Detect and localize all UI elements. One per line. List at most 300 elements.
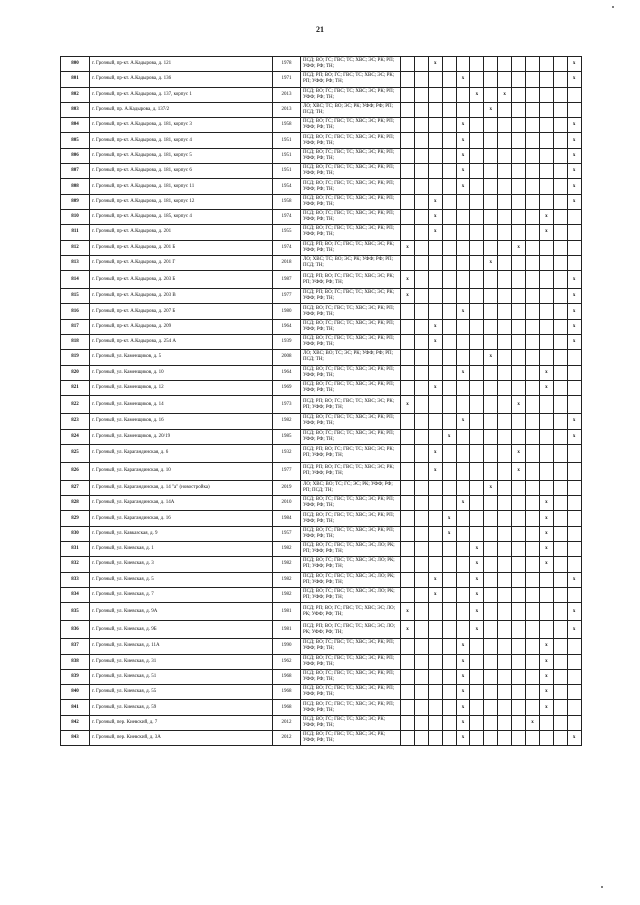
period-mark-cell — [414, 118, 428, 133]
period-mark-cell — [512, 639, 526, 654]
works-cell: ПСД; ВО; ГС; ГВС; ТС; ХВС; ЭС; РК; РП; УФФ; РФ; ТН; — [301, 669, 401, 684]
period-mark-cell — [553, 102, 567, 117]
year-cell: 1957 — [273, 526, 301, 541]
period-mark-cell — [553, 194, 567, 209]
table-row — [61, 194, 582, 209]
period-mark-cell — [470, 225, 484, 240]
period-mark-cell: x — [539, 639, 553, 654]
period-mark-cell — [526, 557, 540, 572]
table-row — [61, 133, 582, 148]
period-mark-cell — [428, 179, 442, 194]
period-mark-cell — [414, 209, 428, 224]
period-mark-cell — [414, 654, 428, 669]
registry-table-body — [61, 57, 582, 746]
period-mark-cell — [553, 209, 567, 224]
address-cell: г. Грозный, ул. Киевская, д. 3 — [90, 557, 273, 572]
row-number: 831 — [61, 542, 90, 557]
period-mark-cell — [553, 255, 567, 270]
period-mark-cell — [512, 587, 526, 602]
period-mark-cell — [498, 148, 512, 163]
period-mark-cell — [442, 621, 456, 639]
period-mark-cell — [512, 209, 526, 224]
period-mark-cell — [567, 240, 581, 255]
period-mark-cell: x — [401, 240, 415, 255]
period-mark-cell — [414, 255, 428, 270]
period-mark-cell: x — [512, 462, 526, 480]
period-mark-cell — [539, 587, 553, 602]
period-mark-cell — [401, 542, 415, 557]
period-mark-cell — [553, 87, 567, 102]
period-mark-cell — [414, 572, 428, 587]
period-mark-cell: x — [470, 572, 484, 587]
works-cell: ЛО; ХВС; ТС; ВО; ЭС; РК; УФФ; РФ; РП; ПСД; ТН; — [301, 102, 401, 117]
table-row — [61, 669, 582, 684]
works-cell: ПСД; ВО; ГС; ГВС; ТС; ХВС; ЭС; РК; РП; УФФ; РФ; ТН; — [301, 164, 401, 179]
period-mark-cell — [553, 715, 567, 730]
period-mark-cell — [512, 148, 526, 163]
period-mark-cell — [512, 225, 526, 240]
period-mark-cell — [401, 225, 415, 240]
works-cell: ПСД; ВО; ГС; ГВС; ТС; ХВС; ЭС; РК; РП; УФФ; РФ; ТН; — [301, 380, 401, 395]
period-mark-cell — [539, 730, 553, 745]
year-cell: 1974 — [273, 240, 301, 255]
period-mark-cell — [456, 380, 470, 395]
period-mark-cell — [512, 194, 526, 209]
period-mark-cell — [526, 685, 540, 700]
period-mark-cell — [442, 289, 456, 304]
period-mark-cell: x — [567, 289, 581, 304]
period-mark-cell — [470, 335, 484, 350]
period-mark-cell — [414, 240, 428, 255]
period-mark-cell — [414, 715, 428, 730]
row-number: 822 — [61, 396, 90, 414]
table-row — [61, 730, 582, 745]
period-mark-cell — [498, 429, 512, 444]
works-cell: ПСД; РП; ВО; ГС; ГВС; ТС; ХВС; ЭС; ЛО; РК; УФФ; РФ; ТН; — [301, 603, 401, 621]
period-mark-cell: x — [567, 133, 581, 148]
period-mark-cell — [512, 715, 526, 730]
year-cell: 1981 — [273, 603, 301, 621]
period-mark-cell: x — [470, 542, 484, 557]
period-mark-cell — [539, 179, 553, 194]
period-mark-cell — [512, 414, 526, 429]
table-row — [61, 380, 582, 395]
table-row — [61, 118, 582, 133]
period-mark-cell — [539, 289, 553, 304]
period-mark-cell: x — [456, 365, 470, 380]
year-cell: 1982 — [273, 572, 301, 587]
period-mark-cell — [512, 87, 526, 102]
works-cell: ПСД; РП; ВО; ГС; ГВС; ТС; ХВС; ЭС; РК; УФФ; РФ; ТН; — [301, 240, 401, 255]
period-mark-cell — [470, 319, 484, 334]
period-mark-cell — [498, 603, 512, 621]
period-mark-cell: x — [512, 240, 526, 255]
period-mark-cell — [414, 194, 428, 209]
period-mark-cell: x — [442, 429, 456, 444]
year-cell: 2019 — [273, 480, 301, 495]
works-cell: ПСД; ВО; ГС; ГВС; ТС; ХВС; ЭС; РК; РП; УФФ; РФ; ТН; — [301, 429, 401, 444]
period-mark-cell — [526, 496, 540, 511]
period-mark-cell: x — [539, 496, 553, 511]
period-mark-cell — [401, 429, 415, 444]
period-mark-cell — [567, 444, 581, 462]
period-mark-cell — [401, 480, 415, 495]
period-mark-cell: x — [470, 587, 484, 602]
period-mark-cell — [484, 118, 498, 133]
period-mark-cell — [456, 335, 470, 350]
works-cell: ЛО; ХВС; ВО; ТС; ЭС; РК; УФФ; РФ; РП; ПСД; ТН; — [301, 350, 401, 365]
period-mark-cell — [498, 240, 512, 255]
row-number: 840 — [61, 685, 90, 700]
row-number: 823 — [61, 414, 90, 429]
period-mark-cell: x — [428, 209, 442, 224]
period-mark-cell — [470, 209, 484, 224]
period-mark-cell — [526, 57, 540, 72]
period-mark-cell — [567, 557, 581, 572]
period-mark-cell: x — [401, 289, 415, 304]
works-cell: ПСД; РП; ВО; ГС; ГВС; ТС; ХВС; ЭС; РК; УФФ; РФ; ТН; — [301, 289, 401, 304]
period-mark-cell — [442, 542, 456, 557]
period-mark-cell — [553, 462, 567, 480]
address-cell: г. Грозный, ул. Карагандинская, д. 16 — [90, 511, 273, 526]
row-number: 802 — [61, 87, 90, 102]
period-mark-cell — [470, 730, 484, 745]
period-mark-cell — [526, 414, 540, 429]
period-mark-cell — [512, 380, 526, 395]
period-mark-cell — [484, 179, 498, 194]
period-mark-cell — [553, 480, 567, 495]
period-mark-cell — [401, 587, 415, 602]
period-mark-cell — [512, 429, 526, 444]
works-cell: ПСД; ВО; ГС; ГВС; ТС; ХВС; ЭС; РК; РП; УФФ; РФ; ТН; — [301, 511, 401, 526]
period-mark-cell — [401, 194, 415, 209]
period-mark-cell: x — [456, 715, 470, 730]
period-mark-cell — [512, 72, 526, 87]
table-row — [61, 335, 582, 350]
period-mark-cell — [401, 87, 415, 102]
period-mark-cell — [526, 319, 540, 334]
period-mark-cell: x — [401, 396, 415, 414]
row-number: 819 — [61, 350, 90, 365]
period-mark-cell — [526, 164, 540, 179]
year-cell: 2010 — [273, 496, 301, 511]
period-mark-cell — [553, 179, 567, 194]
period-mark-cell — [498, 621, 512, 639]
year-cell: 1982 — [273, 414, 301, 429]
period-mark-cell — [456, 557, 470, 572]
address-cell: г. Грозный, ул. Каменщиков, д. 14 — [90, 396, 273, 414]
period-mark-cell — [512, 603, 526, 621]
period-mark-cell — [414, 621, 428, 639]
period-mark-cell — [539, 304, 553, 319]
period-mark-cell — [442, 396, 456, 414]
period-mark-cell — [401, 700, 415, 715]
period-mark-cell — [526, 255, 540, 270]
period-mark-cell — [456, 542, 470, 557]
works-cell: ПСД; ВО; ГС; ГВС; ТС; ХВС; ЭС; РК; РП; УФФ; РФ; ТН; — [301, 133, 401, 148]
period-mark-cell — [442, 304, 456, 319]
period-mark-cell — [470, 164, 484, 179]
period-mark-cell — [414, 480, 428, 495]
period-mark-cell — [428, 164, 442, 179]
period-mark-cell — [539, 335, 553, 350]
table-row — [61, 179, 582, 194]
period-mark-cell — [498, 396, 512, 414]
table-row — [61, 621, 582, 639]
period-mark-cell — [401, 164, 415, 179]
year-cell: 2012 — [273, 715, 301, 730]
period-mark-cell: x — [539, 365, 553, 380]
period-mark-cell — [442, 179, 456, 194]
period-mark-cell — [526, 480, 540, 495]
period-mark-cell — [428, 603, 442, 621]
period-mark-cell — [526, 102, 540, 117]
period-mark-cell — [456, 319, 470, 334]
year-cell: 1939 — [273, 335, 301, 350]
period-mark-cell — [498, 380, 512, 395]
period-mark-cell — [553, 542, 567, 557]
row-number: 810 — [61, 209, 90, 224]
year-cell: 1968 — [273, 669, 301, 684]
row-number: 836 — [61, 621, 90, 639]
row-number: 821 — [61, 380, 90, 395]
table-row — [61, 304, 582, 319]
period-mark-cell — [567, 639, 581, 654]
period-mark-cell — [512, 164, 526, 179]
period-mark-cell — [470, 118, 484, 133]
year-cell: 1955 — [273, 225, 301, 240]
period-mark-cell — [401, 685, 415, 700]
address-cell: г. Грозный, ул. Каменщиков, д. 16 — [90, 414, 273, 429]
period-mark-cell — [539, 57, 553, 72]
period-mark-cell — [484, 396, 498, 414]
period-mark-cell: x — [567, 164, 581, 179]
period-mark-cell — [553, 639, 567, 654]
period-mark-cell — [484, 654, 498, 669]
row-number: 839 — [61, 669, 90, 684]
period-mark-cell — [428, 414, 442, 429]
table-row — [61, 289, 582, 304]
period-mark-cell — [442, 350, 456, 365]
period-mark-cell — [414, 603, 428, 621]
period-mark-cell — [442, 480, 456, 495]
works-cell: ПСД; ВО; ГС; ГВС; ТС; ХВС; ЭС; РК; РП; УФФ; РФ; ТН; — [301, 304, 401, 319]
address-cell: г. Грозный, ул. Киевская, д. 9Б — [90, 621, 273, 639]
period-mark-cell — [470, 72, 484, 87]
works-cell: ПСД; ВО; ГС; ГВС; ТС; ХВС; ЭС; ЛО; РК; РП; УФФ; РФ; ТН; — [301, 572, 401, 587]
period-mark-cell — [553, 148, 567, 163]
row-number: 805 — [61, 133, 90, 148]
works-cell: ПСД; ВО; ГС; ГВС; ТС; ХВС; ЭС; ЛО; РК; РП; УФФ; РФ; ТН; — [301, 587, 401, 602]
period-mark-cell — [414, 414, 428, 429]
table-row — [61, 255, 582, 270]
period-mark-cell — [539, 444, 553, 462]
period-mark-cell — [526, 289, 540, 304]
period-mark-cell — [526, 133, 540, 148]
row-number: 832 — [61, 557, 90, 572]
period-mark-cell: x — [428, 462, 442, 480]
scan-speck — [601, 886, 603, 888]
address-cell: г. Грозный, ул. Киевская, д. 51 — [90, 669, 273, 684]
year-cell: 1977 — [273, 462, 301, 480]
period-mark-cell — [401, 526, 415, 541]
works-cell: ПСД; РП; ВО; ГС; ГВС; ТС; ХВС; ЭС; РК; РП; УФФ; РФ; ТН; — [301, 444, 401, 462]
period-mark-cell — [484, 133, 498, 148]
period-mark-cell: x — [567, 148, 581, 163]
address-cell: г. Грозный, пер. Киевский, д. 3А — [90, 730, 273, 745]
period-mark-cell — [526, 240, 540, 255]
period-mark-cell — [484, 715, 498, 730]
period-mark-cell — [526, 304, 540, 319]
period-mark-cell — [401, 365, 415, 380]
period-mark-cell — [539, 194, 553, 209]
address-cell: г. Грозный, пер. Киевский, д. 7 — [90, 715, 273, 730]
period-mark-cell — [526, 462, 540, 480]
works-cell: ЛО; ХВС; ВО; ТС; ГС; ЭС; РК; УФФ; РФ; РП; ПСД; ТН; — [301, 480, 401, 495]
period-mark-cell: x — [456, 179, 470, 194]
works-cell: ПСД; ВО; ГС; ГВС; ТС; ХВС; ЭС; РК; РП; УФФ; РФ; ТН; — [301, 639, 401, 654]
period-mark-cell — [414, 396, 428, 414]
period-mark-cell — [484, 462, 498, 480]
period-mark-cell — [567, 715, 581, 730]
period-mark-cell: x — [428, 572, 442, 587]
row-number: 807 — [61, 164, 90, 179]
period-mark-cell — [470, 148, 484, 163]
period-mark-cell: x — [567, 621, 581, 639]
year-cell: 1951 — [273, 148, 301, 163]
period-mark-cell — [567, 87, 581, 102]
period-mark-cell — [428, 715, 442, 730]
period-mark-cell: x — [539, 557, 553, 572]
period-mark-cell — [526, 639, 540, 654]
period-mark-cell — [498, 639, 512, 654]
address-cell: г. Грозный, ул. Киевская, д. 9А — [90, 603, 273, 621]
period-mark-cell — [512, 542, 526, 557]
period-mark-cell — [484, 335, 498, 350]
registry-table — [60, 56, 582, 746]
period-mark-cell — [539, 429, 553, 444]
table-row — [61, 240, 582, 255]
period-mark-cell — [442, 225, 456, 240]
year-cell: 2013 — [273, 87, 301, 102]
period-mark-cell — [470, 396, 484, 414]
period-mark-cell — [470, 669, 484, 684]
period-mark-cell — [512, 57, 526, 72]
period-mark-cell — [456, 603, 470, 621]
year-cell: 1980 — [273, 304, 301, 319]
period-mark-cell — [456, 511, 470, 526]
year-cell: 1964 — [273, 319, 301, 334]
period-mark-cell: x — [470, 603, 484, 621]
period-mark-cell: x — [428, 444, 442, 462]
period-mark-cell — [470, 133, 484, 148]
works-cell: ПСД; ВО; ГС; ГВС; ТС; ХВС; ЭС; РК; РП; УФФ; РФ; ТН; — [301, 179, 401, 194]
period-mark-cell — [470, 57, 484, 72]
address-cell: г. Грозный, ул. Киевская, д. 55 — [90, 685, 273, 700]
year-cell: 2012 — [273, 730, 301, 745]
period-mark-cell — [526, 209, 540, 224]
period-mark-cell — [456, 480, 470, 495]
address-cell: г. Грозный, пр-кт. А.Кадырова, д. 185, корпус 4 — [90, 209, 273, 224]
works-cell: ПСД; РП; ВО; ГС; ГВС; ТС; ХВС; ЭС; РК; РП; УФФ; РФ; ТН; — [301, 462, 401, 480]
period-mark-cell — [442, 572, 456, 587]
period-mark-cell — [484, 669, 498, 684]
period-mark-cell — [567, 480, 581, 495]
address-cell: г. Грозный, пр-кт. А.Кадырова, д. 209 — [90, 319, 273, 334]
period-mark-cell — [456, 572, 470, 587]
period-mark-cell — [401, 639, 415, 654]
period-mark-cell — [442, 240, 456, 255]
year-cell: 1982 — [273, 587, 301, 602]
period-mark-cell — [428, 685, 442, 700]
row-number: 841 — [61, 700, 90, 715]
period-mark-cell — [498, 542, 512, 557]
period-mark-cell — [456, 240, 470, 255]
period-mark-cell — [484, 621, 498, 639]
period-mark-cell: x — [456, 414, 470, 429]
period-mark-cell — [428, 496, 442, 511]
period-mark-cell — [428, 118, 442, 133]
period-mark-cell — [401, 730, 415, 745]
address-cell: г. Грозный, пр-кт. А.Кадырова, д. 181, корпус 3 — [90, 118, 273, 133]
period-mark-cell: x — [567, 603, 581, 621]
period-mark-cell — [442, 685, 456, 700]
period-mark-cell — [428, 480, 442, 495]
period-mark-cell — [414, 542, 428, 557]
period-mark-cell — [414, 148, 428, 163]
period-mark-cell — [470, 462, 484, 480]
period-mark-cell — [512, 526, 526, 541]
works-cell: ПСД; РП; ВО; ГС; ГВС; ТС; ХВС; ЭС; РК; РП; УФФ; РФ; ТН; — [301, 271, 401, 289]
period-mark-cell — [484, 587, 498, 602]
period-mark-cell — [498, 57, 512, 72]
period-mark-cell: x — [567, 429, 581, 444]
period-mark-cell — [414, 319, 428, 334]
period-mark-cell — [512, 511, 526, 526]
period-mark-cell — [526, 526, 540, 541]
period-mark-cell — [442, 365, 456, 380]
period-mark-cell — [512, 621, 526, 639]
period-mark-cell: x — [567, 730, 581, 745]
period-mark-cell — [428, 87, 442, 102]
period-mark-cell — [498, 572, 512, 587]
period-mark-cell — [414, 444, 428, 462]
period-mark-cell — [526, 603, 540, 621]
period-mark-cell: x — [456, 118, 470, 133]
period-mark-cell — [498, 730, 512, 745]
period-mark-cell — [498, 319, 512, 334]
period-mark-cell — [470, 240, 484, 255]
period-mark-cell — [567, 700, 581, 715]
row-number: 809 — [61, 194, 90, 209]
address-cell: г. Грозный, ул. Киевская, д. 7 — [90, 587, 273, 602]
address-cell: г. Грозный, ул. Карагандинская, д. 10 — [90, 462, 273, 480]
row-number: 838 — [61, 654, 90, 669]
period-mark-cell — [428, 621, 442, 639]
period-mark-cell — [414, 700, 428, 715]
period-mark-cell — [539, 87, 553, 102]
period-mark-cell — [526, 730, 540, 745]
address-cell: г. Грозный, ул. Киевская, д. 5 — [90, 572, 273, 587]
period-mark-cell — [442, 669, 456, 684]
address-cell: г. Грозный, пр-кт. А.Кадырова, д. 207 Б — [90, 304, 273, 319]
period-mark-cell — [498, 72, 512, 87]
works-cell: ПСД; ВО; ГС; ГВС; ТС; ХВС; ЭС; ЛО; РК; РП; УФФ; РФ; ТН; — [301, 557, 401, 572]
period-mark-cell — [401, 304, 415, 319]
year-cell: 1984 — [273, 511, 301, 526]
period-mark-cell — [401, 179, 415, 194]
period-mark-cell — [442, 603, 456, 621]
